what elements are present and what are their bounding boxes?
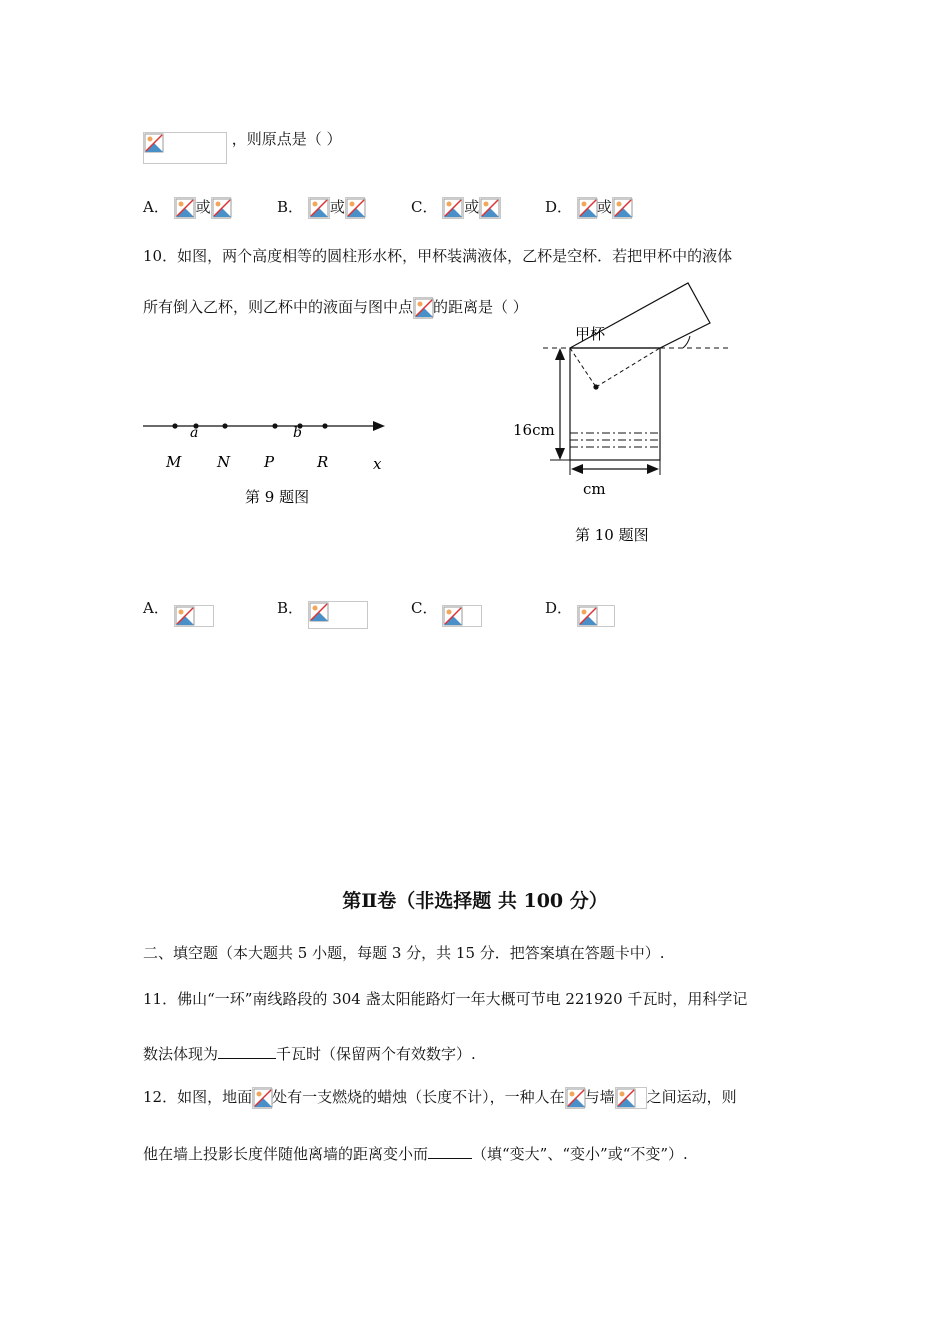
q10-line2-text: 所有倒入乙杯，则乙杯中的液面与图中点 [143,298,414,316]
label-n: N [217,453,231,471]
broken-image-icon [565,1087,585,1109]
q10-line2 [143,296,528,319]
broken-image-icon [345,197,365,219]
q9-option-a[interactable] [143,196,231,219]
label-x: x [373,455,382,473]
q10-option-c[interactable] [411,597,482,627]
label-b: b [293,425,302,441]
point-n [222,423,227,428]
arrow-right-icon [647,464,659,474]
q9-tail-line [143,132,342,164]
q12-text-3: 与墙 [584,1088,615,1106]
option-label: C． [411,198,438,216]
arrow-down-icon [555,448,565,460]
option-label: C． [411,599,438,617]
q10-line2-text-end: 的距离是（ ） [433,298,528,316]
point-m [172,423,177,428]
option-label: D． [545,599,573,617]
q12-line2-text-end: （填“变大”、“变小”或“不变”）. [472,1145,688,1163]
label-p: P [264,453,275,471]
broken-image-icon [615,1087,647,1109]
point-r [322,423,327,428]
option-label: B． [277,198,304,216]
option-label: D． [545,198,573,216]
broken-image-icon [211,197,231,219]
q12-line2 [143,1143,688,1164]
cup-label: 甲杯 [575,325,606,343]
q10-option-d[interactable] [545,597,615,627]
broken-image-icon [479,197,501,219]
arrow-up-icon [555,348,565,360]
broken-image-icon [174,197,196,219]
or-text: 或 [195,198,211,216]
broken-image-icon [143,132,227,164]
q12-text-2: 处有一支燃烧的蜡烛（长度不计），一种人在 [272,1088,565,1106]
broken-image-icon [612,197,632,219]
q9-tail-text: ，则原点是（ ） [231,130,342,148]
q11-line2-text-end: 千瓦时（保留两个有效数字）. [276,1045,476,1063]
figure-10-cups [505,280,745,550]
q11-line1: 11．佛山“一环”南线路段的 304 盏太阳能路灯一年大概可节电 221920 千瓦时，用科学记 [143,990,748,1008]
broken-image-icon [413,297,433,319]
option-label: A． [143,599,169,617]
q11-line2-text: 数法体现为 [143,1045,219,1063]
height-label: 16cm [513,421,555,439]
broken-image-icon [308,197,330,219]
dashed-line-2 [596,348,660,387]
q10-option-a[interactable] [143,597,214,627]
label-a: a [190,425,199,441]
label-m: M [166,453,182,471]
q12-line2-text: 他在墙上投影长度伴随他离墙的距离变小而 [143,1145,429,1163]
broken-image-icon [442,605,482,627]
q9-option-d[interactable] [545,196,632,219]
answer-blank[interactable] [218,1058,276,1059]
width-label: cm [583,480,606,498]
q10-option-b[interactable] [277,597,368,629]
or-text: 或 [329,198,345,216]
label-r: R [317,453,329,471]
point-dot [593,384,598,389]
q12-line1 [143,1086,737,1109]
option-label: B． [277,599,304,617]
or-text: 或 [464,198,480,216]
point-p [272,423,277,428]
q10-line1: 10．如图，两个高度相等的圆柱形水杯，甲杯装满液体，乙杯是空杯．若把甲杯中的液体 [143,247,733,265]
section-2-title: 第Ⅱ卷（非选择题 共 100 分） [342,890,608,912]
broken-image-icon [442,197,464,219]
dashed-line-1 [570,348,596,387]
empty-cup [570,348,660,460]
broken-image-icon [577,605,615,627]
q12-text-1: 12．如图，地面 [143,1088,253,1106]
answer-blank[interactable] [428,1158,472,1159]
q9-option-c[interactable] [411,196,501,219]
q9-option-b[interactable] [277,196,365,219]
figure-9-number-line [135,405,405,510]
arrow-left-icon [571,464,583,474]
option-label: A． [143,198,169,216]
broken-image-icon [252,1087,272,1109]
broken-image-icon [174,605,214,627]
angle-arc [683,336,690,348]
q11-line2 [143,1043,476,1064]
broken-image-icon [577,197,597,219]
arrow-head-icon [373,421,385,431]
section-2-instruction: 二、填空题（本大题共 5 小题，每题 3 分，共 15 分．把答案填在答题卡中）. [143,944,665,962]
or-text: 或 [596,198,612,216]
q12-text-4: 之间运动，则 [646,1088,737,1106]
figure-10-caption: 第 10 题图 [575,526,649,544]
figure-9-caption: 第 9 题图 [245,488,310,506]
broken-image-icon [308,601,368,629]
